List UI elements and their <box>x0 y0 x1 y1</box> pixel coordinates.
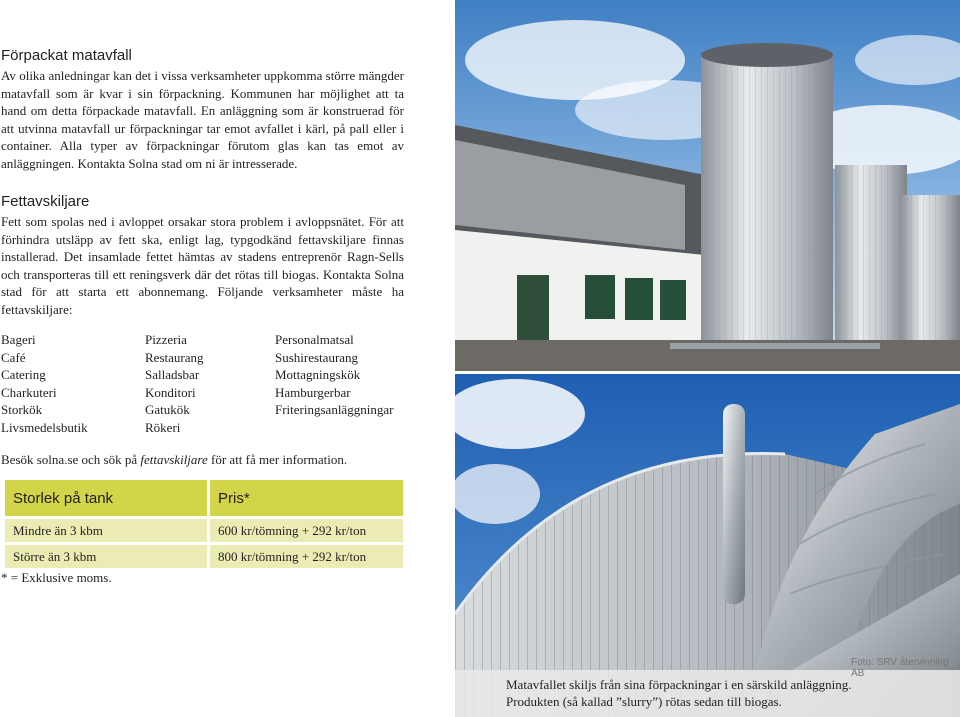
list-item: Livsmedelsbutik <box>1 419 88 435</box>
cell-size: Större än 3 kbm <box>5 545 207 568</box>
list-item: Personalmatsal <box>275 332 354 347</box>
list-item: Mottagningskök <box>275 367 361 382</box>
business-list-col1 <box>1 331 88 436</box>
caption-line: Produkten (så kallad ”slurry”) rötas sedan till biogas. <box>506 694 782 709</box>
list-item: Café <box>1 349 26 365</box>
info-text-after: för att få mer information. <box>207 452 348 467</box>
table-row <box>5 519 403 542</box>
list-item: Pizzeria <box>145 332 187 347</box>
text-column <box>0 0 455 717</box>
list-item: Restaurang <box>145 349 204 365</box>
photo-plant-silos <box>455 0 960 371</box>
cell-price: 800 kr/tömning + 292 kr/ton <box>210 545 403 568</box>
list-item: Catering <box>1 367 46 382</box>
price-table <box>2 477 406 571</box>
photo-caption <box>506 676 851 710</box>
list-item: Storkök <box>1 402 43 417</box>
paragraph-packaged-food-waste: Av olika anledningar kan det i vissa verksamheter uppkomma större mängder matavfall som är kvar i sin förpackning. Kommunen har möjlighet att ta hand om detta förpackade matavfall. En anläggning som är konstruerad för att utvinna matavfall ur förpackningar tar emot avfallet i kärl, på pall eller i container. Alla typer av förpackningar förutom glas kan tas emot av anläggningen. Kontakta Solna stad om ni är intresserade. <box>1 68 404 171</box>
list-item: Sushirestaurang <box>275 349 359 365</box>
header-tank-size: Storlek på tank <box>5 480 207 516</box>
info-text <box>1 452 347 468</box>
heading-packaged-food-waste: Förpackat matavfall <box>1 47 132 64</box>
list-item: Bageri <box>1 332 36 347</box>
photo-credit: Foto: SRV återvinning AB <box>851 657 949 679</box>
cell-size: Mindre än 3 kbm <box>5 519 207 542</box>
business-list-col2 <box>145 331 203 436</box>
list-item: Konditori <box>145 384 196 400</box>
paragraph-grease-separator: Fett som spolas ned i avloppet orsakar stora problem i avloppsnätet. För att förhindra utsläpp av fett ska, enligt lag, typgodkänd fettavskiljare finnas installerad. Det insamlade fettet hämtas av stadens entreprenör Ragn-Sells och transporteras till ett reningsverk där det rötas till biogas. Kontakta Solna stad för att starta ett abonnemang. Följande verksamheter måste ha fettavskiljare: <box>1 214 404 317</box>
search-keyword: fettavskiljare <box>140 452 208 467</box>
info-text-before: Besök solna.se och sök på <box>1 452 141 467</box>
header-price: Pris* <box>210 480 403 516</box>
list-item: Charkuteri <box>1 384 57 400</box>
list-item: Friteringsanläggningar <box>275 402 394 417</box>
list-item: Hamburgerbar <box>275 384 351 400</box>
list-item: Gatukök <box>145 402 190 417</box>
table-row <box>5 545 403 568</box>
footnote: * = Exklusive moms. <box>1 570 112 585</box>
caption-line: Matavfallet skiljs från sina förpackningar i en särskild anläggning. <box>506 677 852 692</box>
price-table-header <box>5 480 403 516</box>
list-item: Rökeri <box>145 419 181 435</box>
cell-price: 600 kr/tömning + 292 kr/ton <box>210 519 403 542</box>
heading-grease-separator: Fettavskiljare <box>1 193 90 210</box>
business-list-col3 <box>275 331 393 419</box>
list-item: Salladsbar <box>145 367 200 382</box>
